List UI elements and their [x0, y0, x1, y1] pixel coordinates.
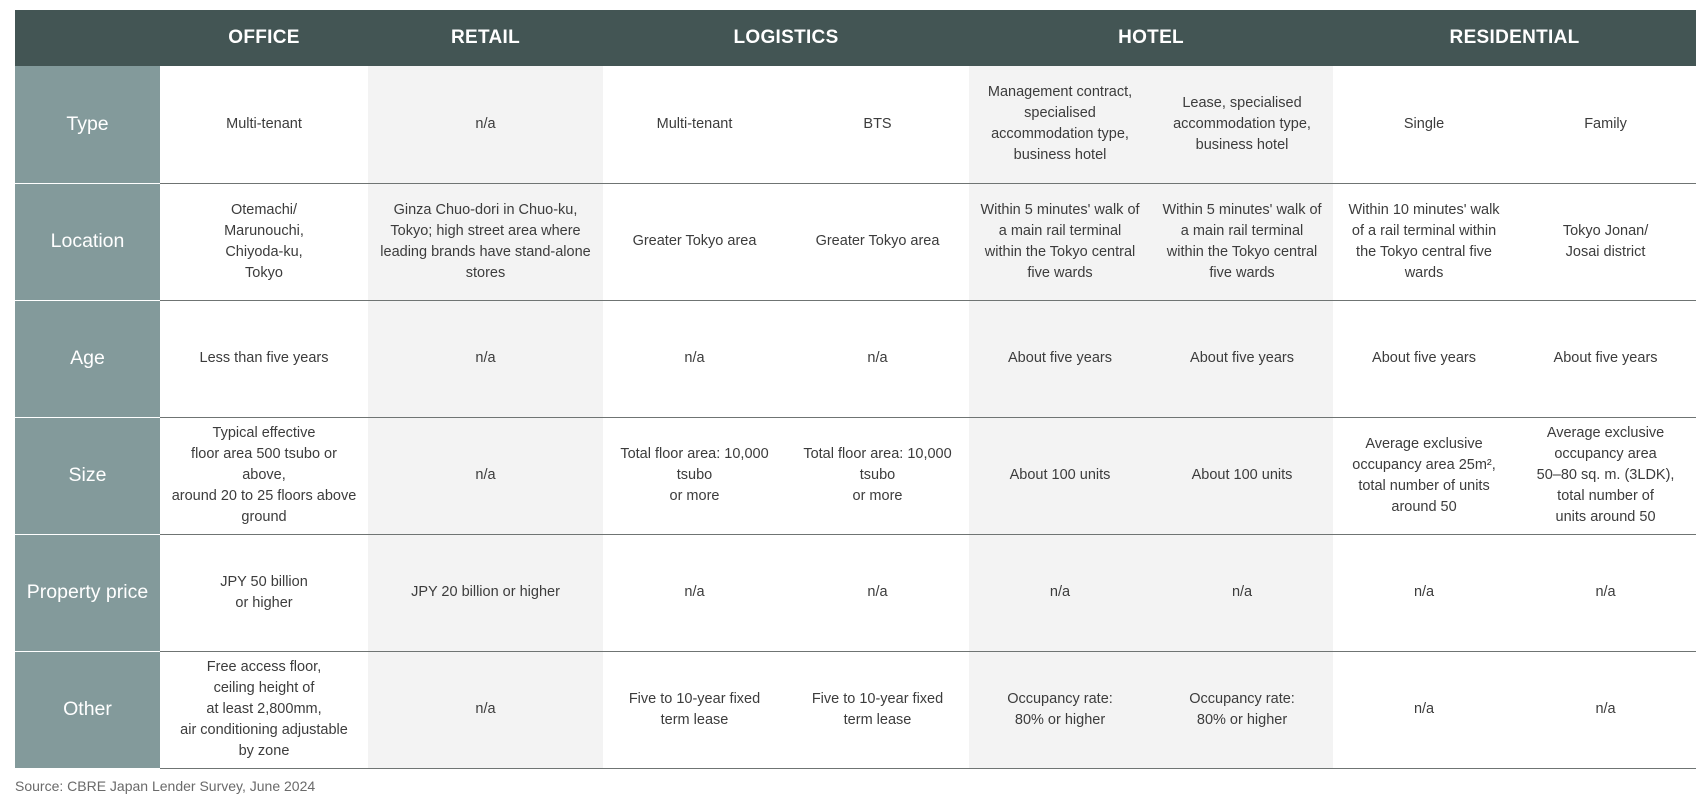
- cell-text: JPY 50 billion or higher: [220, 573, 308, 611]
- table-cell-retail: [368, 300, 603, 417]
- cell-text: n/a: [475, 701, 496, 717]
- table-cell-residential-single: [1333, 300, 1515, 417]
- table-cell-logistics-multi-tenant: [603, 417, 786, 534]
- lender-criteria-table: [15, 10, 1696, 769]
- cell-text: n/a: [867, 350, 888, 366]
- table-row: [15, 66, 1696, 183]
- header-residential: RESIDENTIAL: [1333, 10, 1696, 66]
- cell-text: About 100 units: [1009, 467, 1111, 483]
- cell-text: About five years: [1190, 350, 1295, 366]
- table-cell-residential-single: [1333, 66, 1515, 183]
- table-cell-hotel-management-contract: [969, 66, 1151, 183]
- cell-text: Otemachi/ Marunouchi, Chiyoda-ku, Tokyo: [224, 201, 304, 281]
- table-cell-logistics-multi-tenant: [603, 300, 786, 417]
- table-cell-office: [160, 300, 368, 417]
- table-cell-residential-single: [1333, 183, 1515, 300]
- table-body: [15, 66, 1696, 768]
- table-cell-logistics-multi-tenant: [603, 651, 786, 768]
- table-cell-logistics-multi-tenant: [603, 183, 786, 300]
- cell-text: n/a: [684, 584, 705, 600]
- table-cell-hotel-management-contract: [969, 534, 1151, 651]
- table-cell-residential-family: [1515, 300, 1696, 417]
- table-row: [15, 534, 1696, 651]
- cell-text: n/a: [1413, 584, 1435, 600]
- row-label: Type: [15, 66, 160, 183]
- cell-text: Within 10 minutes' walk of a rail terminal within the Tokyo central five wards: [1348, 201, 1500, 281]
- table-cell-hotel-lease: [1151, 66, 1333, 183]
- cell-text: Less than five years: [199, 350, 329, 366]
- cell-text: Total floor area: 10,000 tsubo or more: [803, 446, 952, 504]
- cell-text: n/a: [475, 350, 496, 366]
- table-cell-office: [160, 651, 368, 768]
- row-label: Size: [15, 417, 160, 534]
- cell-text: Ginza Chuo-dori in Chuo-ku, Tokyo; high street area where leading brands have stand-alone stores: [380, 201, 591, 281]
- table-cell-office: [160, 66, 368, 183]
- cell-text: Family: [1584, 115, 1627, 132]
- cell-text: Five to 10-year fixed term lease: [628, 690, 761, 728]
- cell-text: Within 5 minutes' walk of a main rail terminal within the Tokyo central five wards: [1162, 201, 1322, 281]
- cell-text: n/a: [1049, 584, 1071, 600]
- cell-text: Occupancy rate: 80% or higher: [1007, 690, 1113, 728]
- header-row: [15, 10, 1696, 66]
- table-cell-retail: [368, 66, 603, 183]
- cell-text: Typical effective floor area 500 tsubo or above, around 20 to 25 floors above ground: [171, 425, 357, 525]
- header-logistics: LOGISTICS: [603, 10, 969, 66]
- table-cell-retail: [368, 183, 603, 300]
- table-cell-hotel-lease: [1151, 651, 1333, 768]
- table-cell-logistics-bts: [786, 66, 969, 183]
- table-cell-residential-single: [1333, 651, 1515, 768]
- lender-criteria-table-wrapper: [15, 10, 1696, 769]
- table-cell-hotel-management-contract: [969, 300, 1151, 417]
- cell-text: Lease, specialised accommodation type, business hotel: [1173, 94, 1311, 153]
- table-cell-residential-family: [1515, 183, 1696, 300]
- table-cell-logistics-bts: [786, 183, 969, 300]
- table-cell-hotel-lease: [1151, 417, 1333, 534]
- cell-text: n/a: [1231, 584, 1253, 600]
- table-cell-logistics-bts: [786, 651, 969, 768]
- table-cell-retail: [368, 651, 603, 768]
- table-cell-residential-family: [1515, 66, 1696, 183]
- cell-text: Greater Tokyo area: [815, 233, 940, 249]
- row-label: Age: [15, 300, 160, 417]
- header-retail: RETAIL: [368, 10, 603, 66]
- table-cell-residential-family: [1515, 534, 1696, 651]
- table-cell-hotel-lease: [1151, 300, 1333, 417]
- cell-text: n/a: [867, 584, 888, 600]
- cell-text: BTS: [863, 115, 892, 132]
- cell-text: n/a: [475, 467, 496, 483]
- table-header: [15, 10, 1696, 66]
- table-cell-residential-family: [1515, 417, 1696, 534]
- table-cell-retail: [368, 417, 603, 534]
- table-cell-logistics-multi-tenant: [603, 66, 786, 183]
- table-cell-hotel-management-contract: [969, 417, 1151, 534]
- table-cell-logistics-bts: [786, 300, 969, 417]
- cell-text: Within 5 minutes' walk of a main rail terminal within the Tokyo central five wards: [980, 201, 1140, 281]
- table-cell-office: [160, 534, 368, 651]
- table-cell-hotel-management-contract: [969, 183, 1151, 300]
- cell-text: n/a: [1595, 584, 1616, 600]
- cell-text: n/a: [475, 115, 496, 132]
- header-office: OFFICE: [160, 10, 368, 66]
- cell-text: About five years: [1008, 350, 1112, 366]
- cell-text: Five to 10-year fixed term lease: [811, 690, 944, 728]
- table-cell-logistics-bts: [786, 534, 969, 651]
- cell-text: Average exclusive occupancy area 25m², total number of units around 50: [1352, 435, 1496, 515]
- table-cell-logistics-multi-tenant: [603, 534, 786, 651]
- table-cell-residential-family: [1515, 651, 1696, 768]
- cell-text: Multi-tenant: [656, 115, 733, 132]
- cell-text: About five years: [1372, 350, 1477, 366]
- table-cell-office: [160, 183, 368, 300]
- cell-text: Tokyo Jonan/ Josai district: [1562, 222, 1649, 260]
- cell-text: Single: [1403, 115, 1445, 132]
- cell-text: Multi-tenant: [226, 115, 302, 132]
- row-label: Location: [15, 183, 160, 300]
- cell-text: Total floor area: 10,000 tsubo or more: [620, 446, 769, 504]
- table-cell-hotel-lease: [1151, 534, 1333, 651]
- table-row: [15, 183, 1696, 300]
- cell-text: Free access floor, ceiling height of at least 2,800mm, air conditioning adjustable by zone: [180, 659, 348, 759]
- row-label: Other: [15, 651, 160, 768]
- table-row: [15, 651, 1696, 768]
- source-note: Source: CBRE Japan Lender Survey, June 2024: [15, 778, 316, 794]
- cell-text: n/a: [1413, 701, 1435, 717]
- cell-text: Management contract, specialised accommodation type, business hotel: [987, 84, 1133, 164]
- table-cell-logistics-bts: [786, 417, 969, 534]
- table-row: [15, 300, 1696, 417]
- cell-text: Average exclusive occupancy area 50–80 sq. m. (3LDK), total number of units around 50: [1536, 425, 1675, 525]
- cell-text: About five years: [1553, 350, 1658, 366]
- header-hotel: HOTEL: [969, 10, 1333, 66]
- cell-text: Occupancy rate: 80% or higher: [1189, 690, 1295, 728]
- header-corner: [15, 10, 160, 66]
- cell-text: Greater Tokyo area: [632, 233, 757, 249]
- table-cell-residential-single: [1333, 417, 1515, 534]
- table-cell-office: [160, 417, 368, 534]
- table-row: [15, 417, 1696, 534]
- table-cell-residential-single: [1333, 534, 1515, 651]
- table-cell-hotel-lease: [1151, 183, 1333, 300]
- cell-text: n/a: [684, 350, 705, 366]
- cell-text: n/a: [1595, 701, 1616, 717]
- cell-text: About 100 units: [1191, 467, 1293, 483]
- row-label: Property price: [15, 534, 160, 651]
- table-cell-hotel-management-contract: [969, 651, 1151, 768]
- cell-text: JPY 20 billion or higher: [411, 584, 560, 600]
- table-cell-retail: [368, 534, 603, 651]
